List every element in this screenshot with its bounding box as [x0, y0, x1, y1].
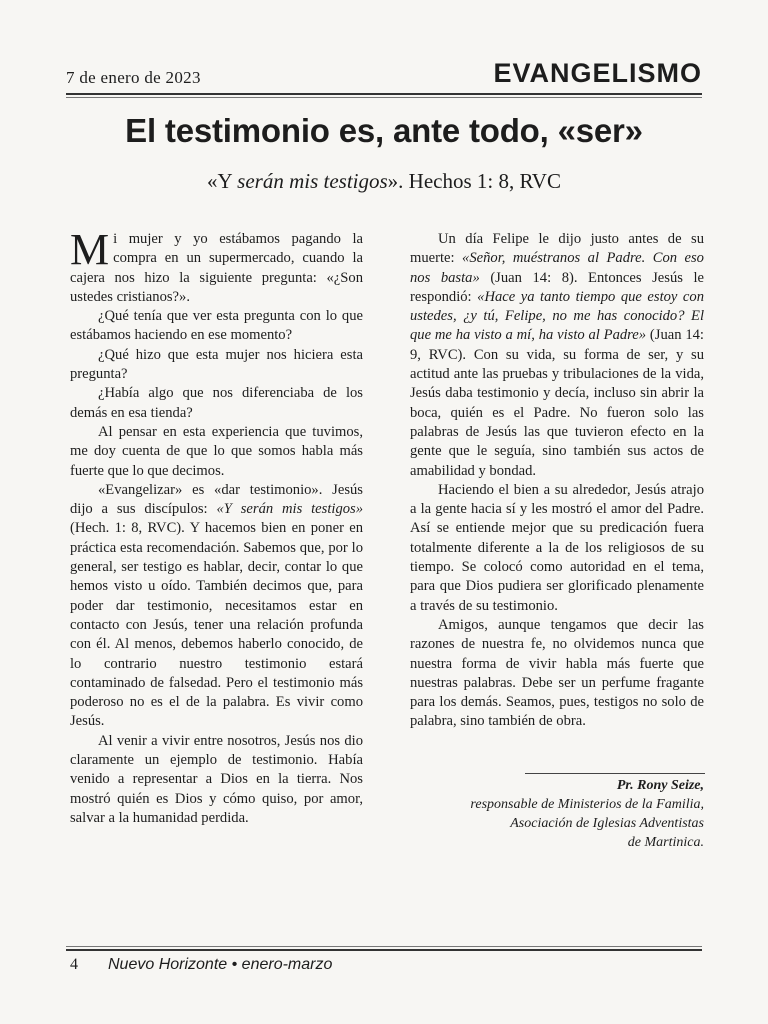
author-signature: [374, 776, 704, 852]
author-location: de Martinica.: [627, 835, 704, 850]
paragraph-text: (Hech. 1: 8, RVC). Y hacemos bien en poner en práctica esta recomendación. Sabemos que, por lo general, ser testigo es hablar, decir, contar lo que hemos visto u oído. También decimos que, para poder dar testimonio, necesitamos estar en contacto con Jesús, tener una relación profunda con él. Al menos, debemos haberlo conocido, de lo contrario nuestro testimonio estará contaminado de falsedad. Pero el testimonio más poderoso no es el de la palabra. Es vivir como Jesús.: [70, 520, 363, 730]
verse-open: «Y: [207, 169, 238, 193]
quote-italic: «Y serán mis testigos»: [216, 501, 364, 518]
verse-reference: ». Hechos 1: 8, RVC: [387, 169, 561, 193]
header-date: 7 de enero de 2023: [66, 68, 201, 87]
page-header: [66, 58, 702, 94]
paragraph: Haciendo el bien a su alrededor, Jesús atrajo a la gente hacia sí y les mostró el amor del Padre. Así se entiende mejor que su predicación fuera totalmente diferente a la de los religiosos de su tiempo. Se colocó como autoridad en el tema, para que Dios pudiera ser glorificado plenamente a través de su testimonio.: [410, 481, 704, 614]
key-verse: [0, 169, 768, 194]
paragraph: Al venir a vivir entre nosotros, Jesús nos dio claramente un ejemplo de testimonio. Había venido a representar a Dios en la tierra. Nos mostró quién es Dios y cómo quiso, por amor, salvar a la humanidad perdida.: [70, 732, 363, 826]
paragraph: [410, 230, 704, 481]
page-number: 4: [70, 956, 78, 973]
author-name: Pr. Rony Seize,: [616, 778, 704, 793]
left-column: [70, 225, 364, 828]
paragraph: ¿Qué hizo que esta mujer nos hiciera esta pregunta?: [70, 346, 363, 383]
header-rule: [66, 93, 702, 98]
quote-italic: «Hace ya tanto tiempo que estoy con ustedes, ¿y tú, Felipe, no me has conocido? El que me ha visto a mí, ha visto al Padre»: [410, 288, 704, 344]
author-role: responsable de Ministerios de la Familia,: [470, 797, 704, 812]
publication-name: Nuevo Horizonte • enero-marzo: [108, 956, 333, 973]
paragraph-text: (Juan 14: 8). Entonces Jesús le respondió:: [410, 269, 705, 305]
section-title: EVANGELISMO: [493, 58, 702, 88]
verse-italic: serán mis testigos: [237, 169, 388, 193]
footer-rule: [66, 946, 702, 951]
paragraph-text: (Juan 14: 9, RVC). Con su vida, su forma de ser, y su actitud ante las pruebas y tribulaciones de la vida, Jesús daba testimonio y decía, incluso sin abrir la boca, quién es el Padre. No fueron solo las palabras de Jesús las que tuvieron efecto en la gente que le seguía, sino también sus actos de amabilidad y bondad.: [410, 327, 704, 479]
drop-cap: M: [70, 225, 110, 274]
paragraph-text: Un día Felipe le dijo justo antes de su muerte:: [410, 231, 704, 267]
page-footer: [70, 956, 470, 974]
paragraph-text: «Evangelizar» es «dar testimonio». Jesús dijo a sus discípulos:: [70, 481, 363, 518]
author-org: Asociación de Iglesias Adventistas: [510, 816, 704, 831]
paragraph: ¿Había algo que nos diferenciaba de los demás en esa tienda?: [70, 385, 363, 421]
quote-italic: «Señor, muéstranos al Padre. Con eso nos basta»: [410, 250, 704, 286]
paragraph: [70, 225, 363, 307]
paragraph: Amigos, aunque tengamos que decir las razones de nuestra fe, no olvidemos nunca que nuestra forma de vivir habla más fuerte que nuestras palabras. Debe ser un perfume fragante para los demás. Seamos, pues, testigos no solo de palabra, sino también de obra.: [410, 616, 704, 730]
paragraph-text: i mujer y yo estábamos pagando la compra en un supermercado, cuando la cajera nos hizo la siguiente pregunta: «¿Son ustedes cristianos?».: [70, 231, 363, 305]
signature-rule: [525, 773, 705, 774]
paragraph: [70, 481, 363, 732]
right-column: [410, 230, 704, 732]
paragraph: ¿Qué tenía que ver esta pregunta con lo que estábamos haciendo en ese momento?: [70, 308, 363, 344]
paragraph: Al pensar en esta experiencia que tuvimos, me doy cuenta de que lo que somos habla más fuerte que lo que decimos.: [70, 423, 363, 479]
article-title: El testimonio es, ante todo, «ser»: [125, 112, 643, 149]
